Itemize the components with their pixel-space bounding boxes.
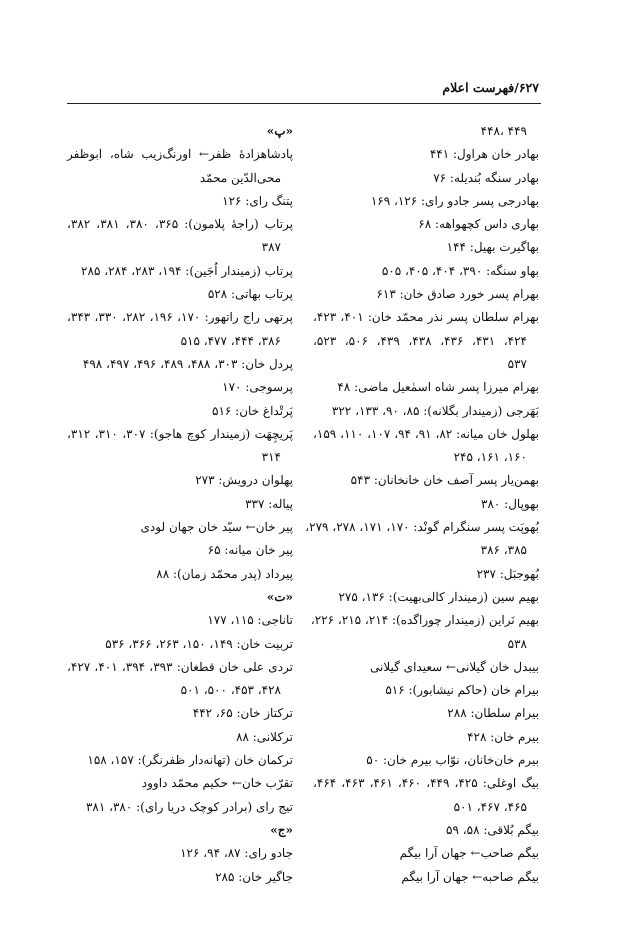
index-entry: بهرام سلطان پسر نذر محمّد خان: ۴۰۱، ۴۲۳، <box>313 310 540 325</box>
header-rule <box>67 103 541 104</box>
index-entry-continuation: ۳۱۴ <box>261 450 281 465</box>
index-entry: بَهَرجی (زمیندار بگلانه): ۸۵، ۹۰، ۱۳۳، ۳۲۲ <box>331 403 539 418</box>
index-entry: پهلوان درویش: ۲۷۳ <box>195 473 293 488</box>
index-entry: پردل خان: ۳۰۳، ۴۸۸، ۴۸۹، ۴۹۶، ۴۹۷، ۴۹۸ <box>82 356 293 371</box>
index-entry: بیرم خان: ۴۲۸ <box>467 729 539 744</box>
index-entry: بهادر خان هراول: ۴۴۱ <box>429 147 539 162</box>
index-entry: بیگم بُلاقی: ۵۸، ۵۹ <box>446 822 539 837</box>
index-entry: بهرام پسر خورد صادق خان: ۶۱۳ <box>376 287 539 302</box>
index-entry-continuation: ۳۸۵، ۳۸۶ <box>480 543 527 558</box>
index-column-left <box>67 120 293 889</box>
letter-heading: «ت» <box>266 589 293 604</box>
index-entry: بیرم خان‌خانان، نوّاب بیرم خان: ۵۰ <box>366 753 539 768</box>
index-entry-continuation: ۳۸۷ <box>261 240 281 255</box>
index-entry-continuation: ۵۳۸ <box>507 636 527 651</box>
index-entry: تقرّب خان← حکیم محمّد داوود <box>141 776 293 791</box>
index-entry: بیرام سلطان: ۲۸۸ <box>447 706 539 721</box>
index-entry: بیرام خان (حاکم نیشابور): ۵۱۶ <box>385 683 539 698</box>
index-entry: جاگیر خان: ۲۸۵ <box>215 869 293 884</box>
index-entry-continuation: ۱۶۰، ۱۶۱، ۲۴۵ <box>453 450 527 465</box>
index-entry: بیگم صاحبه← جهان آرا بیگم <box>401 869 539 884</box>
index-entry: بهیم نَراین (زمیندار چوراگده): ۲۱۴، ۲۱۵، ۲۲۶، <box>310 613 539 628</box>
index-entry: تربیت خان: ۱۴۹، ۱۵۰، ۲۶۳، ۳۶۶، ۵۳۶ <box>105 636 293 651</box>
index-entry-continuation: ۳۸۶، ۴۴۴، ۴۷۷، ۵۱۵ <box>180 333 281 348</box>
index-entry: جادو رای: ۸۷، ۹۴، ۱۲۶ <box>180 846 293 861</box>
index-entry: پرتاب بهاتی: ۵۲۸ <box>207 287 293 302</box>
index-entry-continuation: ۴۶۵، ۴۶۷، ۵۰۱ <box>453 799 527 814</box>
index-entry: ترکتاز خان: ۶۵، ۴۴۲ <box>192 706 293 721</box>
index-entry: بیگ اوغلی: ۴۲۵، ۴۴۹، ۴۶۰، ۴۶۱، ۴۶۳، ۴۶۴، <box>313 776 539 791</box>
index-entry: ترکلانی: ۸۸ <box>236 729 293 744</box>
index-entry: پیاله: ۳۳۷ <box>245 496 293 511</box>
index-entry: بهاری داس کچهواهه: ۶۸ <box>418 217 539 232</box>
index-entry: پیر خان← سیّد خان جهان لودی <box>140 520 293 535</box>
index-entry: پَرتْداغ خان: ۵۱۶ <box>212 403 293 418</box>
index-entry: بهمن‌یار پسر آصف خان خانخانان: ۵۴۳ <box>350 473 539 488</box>
letter-heading: «ج» <box>270 822 293 837</box>
index-entry: بهلول خان میانه: ۸۲، ۹۱، ۹۴، ۱۰۷، ۱۱۰، ۱۵۹، <box>313 426 539 441</box>
index-entry: بیگم صاحب← جهان آرا بیگم <box>399 846 539 861</box>
index-entry: پرتاب (زمیندار اُجَین): ۱۹۴، ۲۸۳، ۲۸۴، ۲۸۵ <box>81 263 293 278</box>
index-entry: بهیم سین (زمیندار کالی‌بهیت): ۱۳۶، ۲۷۵ <box>338 589 539 604</box>
index-entry: بیبدل خان گیلانی← سعیدای گیلانی <box>370 659 539 674</box>
index-entry: پرتاب (راجهٔ پلامون): ۳۶۵، ۳۸۰، ۳۸۱، ۳۸۲، <box>67 217 294 232</box>
index-entry: ترکمان خان (تهانه‌دار ظفرنگر): ۱۵۷، ۱۵۸ <box>87 753 293 768</box>
index-entry: بهرام میرزا پسر شاه اسمٰعیل ماضی: ۴۸ <box>337 380 539 395</box>
index-entry: بُهوپَت پسر سنگرام گونْد: ۱۷۰، ۱۷۱، ۲۷۸، ۲۷۹، <box>305 520 539 535</box>
index-column-right <box>305 120 540 889</box>
index-entry: پادشاهزادهٔ ظفر← اورنگ‌زیب شاه، ابوظفر <box>67 147 293 162</box>
index-entry-continuation: ۴۲۴، ۴۳۱، ۴۳۶، ۴۳۸، ۴۳۹، ۵۰۶، ۵۲۳، <box>313 333 527 348</box>
index-entry: پیر خان میانه: ۶۵ <box>207 543 293 558</box>
index-entry-continuation: محی‌الدّین محمّد <box>199 170 281 185</box>
index-entry-continuation: ۴۴۹ ،۴۴۸ <box>480 124 527 138</box>
index-entry: تیج رای (برادر کوچک دریا رای): ۳۸۰، ۳۸۱ <box>85 799 293 814</box>
index-entry-continuation: ۴۲۸، ۴۵۳، ۵۰۰، ۵۰۱ <box>180 683 281 698</box>
index-entry-continuation: ۵۳۷ <box>507 356 527 371</box>
index-entry: تاناجی: ۱۱۵، ۱۷۷ <box>207 613 293 628</box>
index-entry: بهادر سنگه بُندیله: ۷۶ <box>433 170 539 185</box>
running-header <box>67 80 539 98</box>
letter-heading: «پ» <box>266 124 293 138</box>
index-entry: بُهوجبَل: ۲۳۷ <box>476 566 539 581</box>
index-entry: پَریچِهَت (زمیندار کوچ هاجو): ۳۰۷، ۳۱۰، ۳۱۲، <box>67 426 294 441</box>
index-entry: تردی علی خان قطغان: ۳۹۳، ۳۹۴، ۴۰۱، ۴۲۷، <box>67 659 294 674</box>
index-entry: بهاو سنگه: ۳۹۰، ۴۰۴، ۴۰۵، ۵۰۵ <box>381 263 539 278</box>
index-entry: بهادرجی پسر جادو رای: ۱۲۶، ۱۶۹ <box>370 193 539 208</box>
index-entry: بهاگیرت بهیل: ۱۴۴ <box>446 240 539 255</box>
index-entry: پرسوجی: ۱۷۰ <box>222 380 293 395</box>
page-header-title: ۶۲۷/فهرست اعلام <box>442 80 539 95</box>
index-entry: بهوپال: ۳۸۰ <box>481 496 539 511</box>
index-entry: پیرداد (پدر محمّد زمان): ۸۸ <box>156 566 293 581</box>
index-entry: پتنگ رای: ۱۲۶ <box>222 193 293 208</box>
index-entry: پرتهی راج راتهور: ۱۷۰، ۱۹۶، ۲۸۲، ۳۳۰، ۳۴۳، <box>67 310 294 325</box>
